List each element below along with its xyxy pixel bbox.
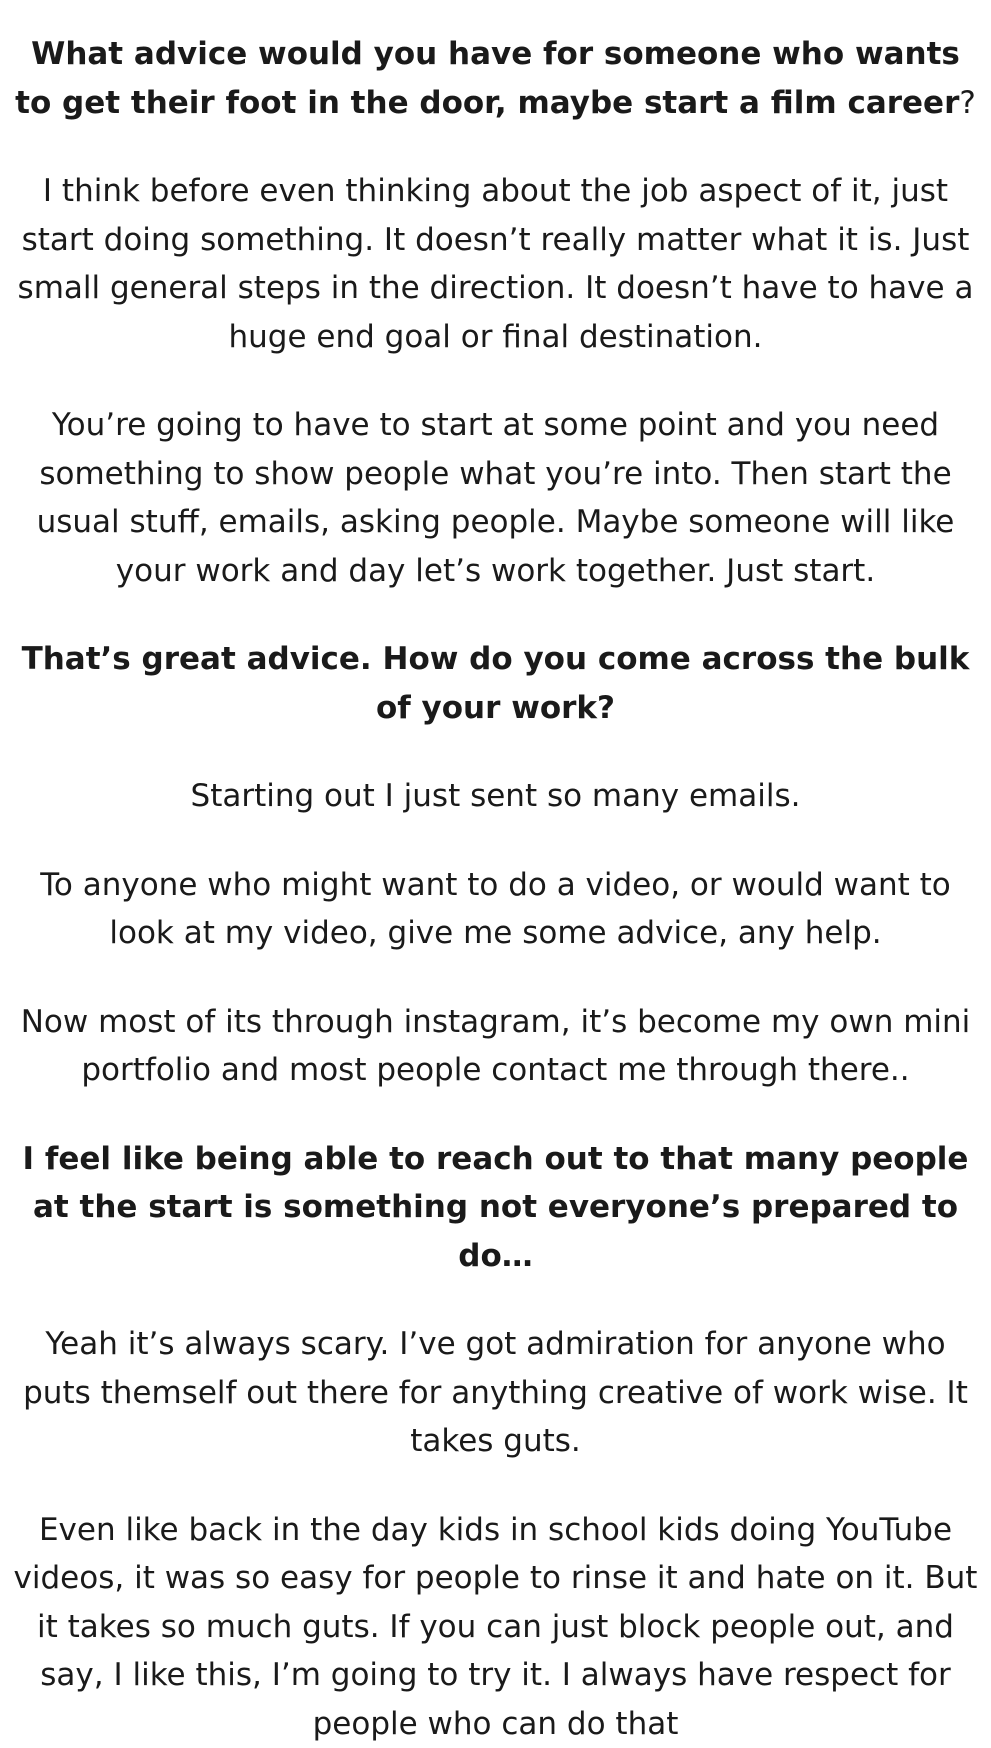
answer-1-paragraph-2: You’re going to have to start at some point and you need something to show people what you’re into. Then start the usual stuff, emails, asking people. Maybe someone will like your work and day let’s work together. Just start. <box>10 401 981 595</box>
question-2: That’s great advice. How do you come across the bulk of your work? <box>10 635 981 732</box>
question-1-text: What advice would you have for someone who wants to get their foot in the door, maybe start a film career <box>15 36 960 121</box>
answer-2-paragraph-2: To anyone who might want to do a video, or would want to look at my video, give me some advice, any help. <box>10 861 981 958</box>
answer-1-paragraph-1: I think before even thinking about the job aspect of it, just start doing something. It doesn’t really matter what it is. Just small general steps in the direction. It doesn’t have to have a huge end goal or final destination. <box>10 167 981 361</box>
answer-3-paragraph-1: Yeah it’s always scary. I’ve got admiration for anyone who puts themself out there for anything creative of work wise. It takes guts. <box>10 1320 981 1466</box>
answer-2-paragraph-3: Now most of its through instagram, it’s become my own mini portfolio and most people contact me through there.. <box>10 998 981 1095</box>
question-3: I feel like being able to reach out to that many people at the start is something not everyone’s prepared to do… <box>10 1135 981 1281</box>
question-1 <box>10 30 981 127</box>
answer-2-paragraph-1: Starting out I just sent so many emails. <box>10 772 981 821</box>
answer-3-paragraph-2: Even like back in the day kids in school kids doing YouTube videos, it was so easy for people to rinse it and hate on it. But it takes so much guts. If you can just block people out, and say, I like this, I’m going to try it. I always have respect for people who can do that <box>10 1506 981 1748</box>
question-1-mark: ? <box>959 85 975 121</box>
